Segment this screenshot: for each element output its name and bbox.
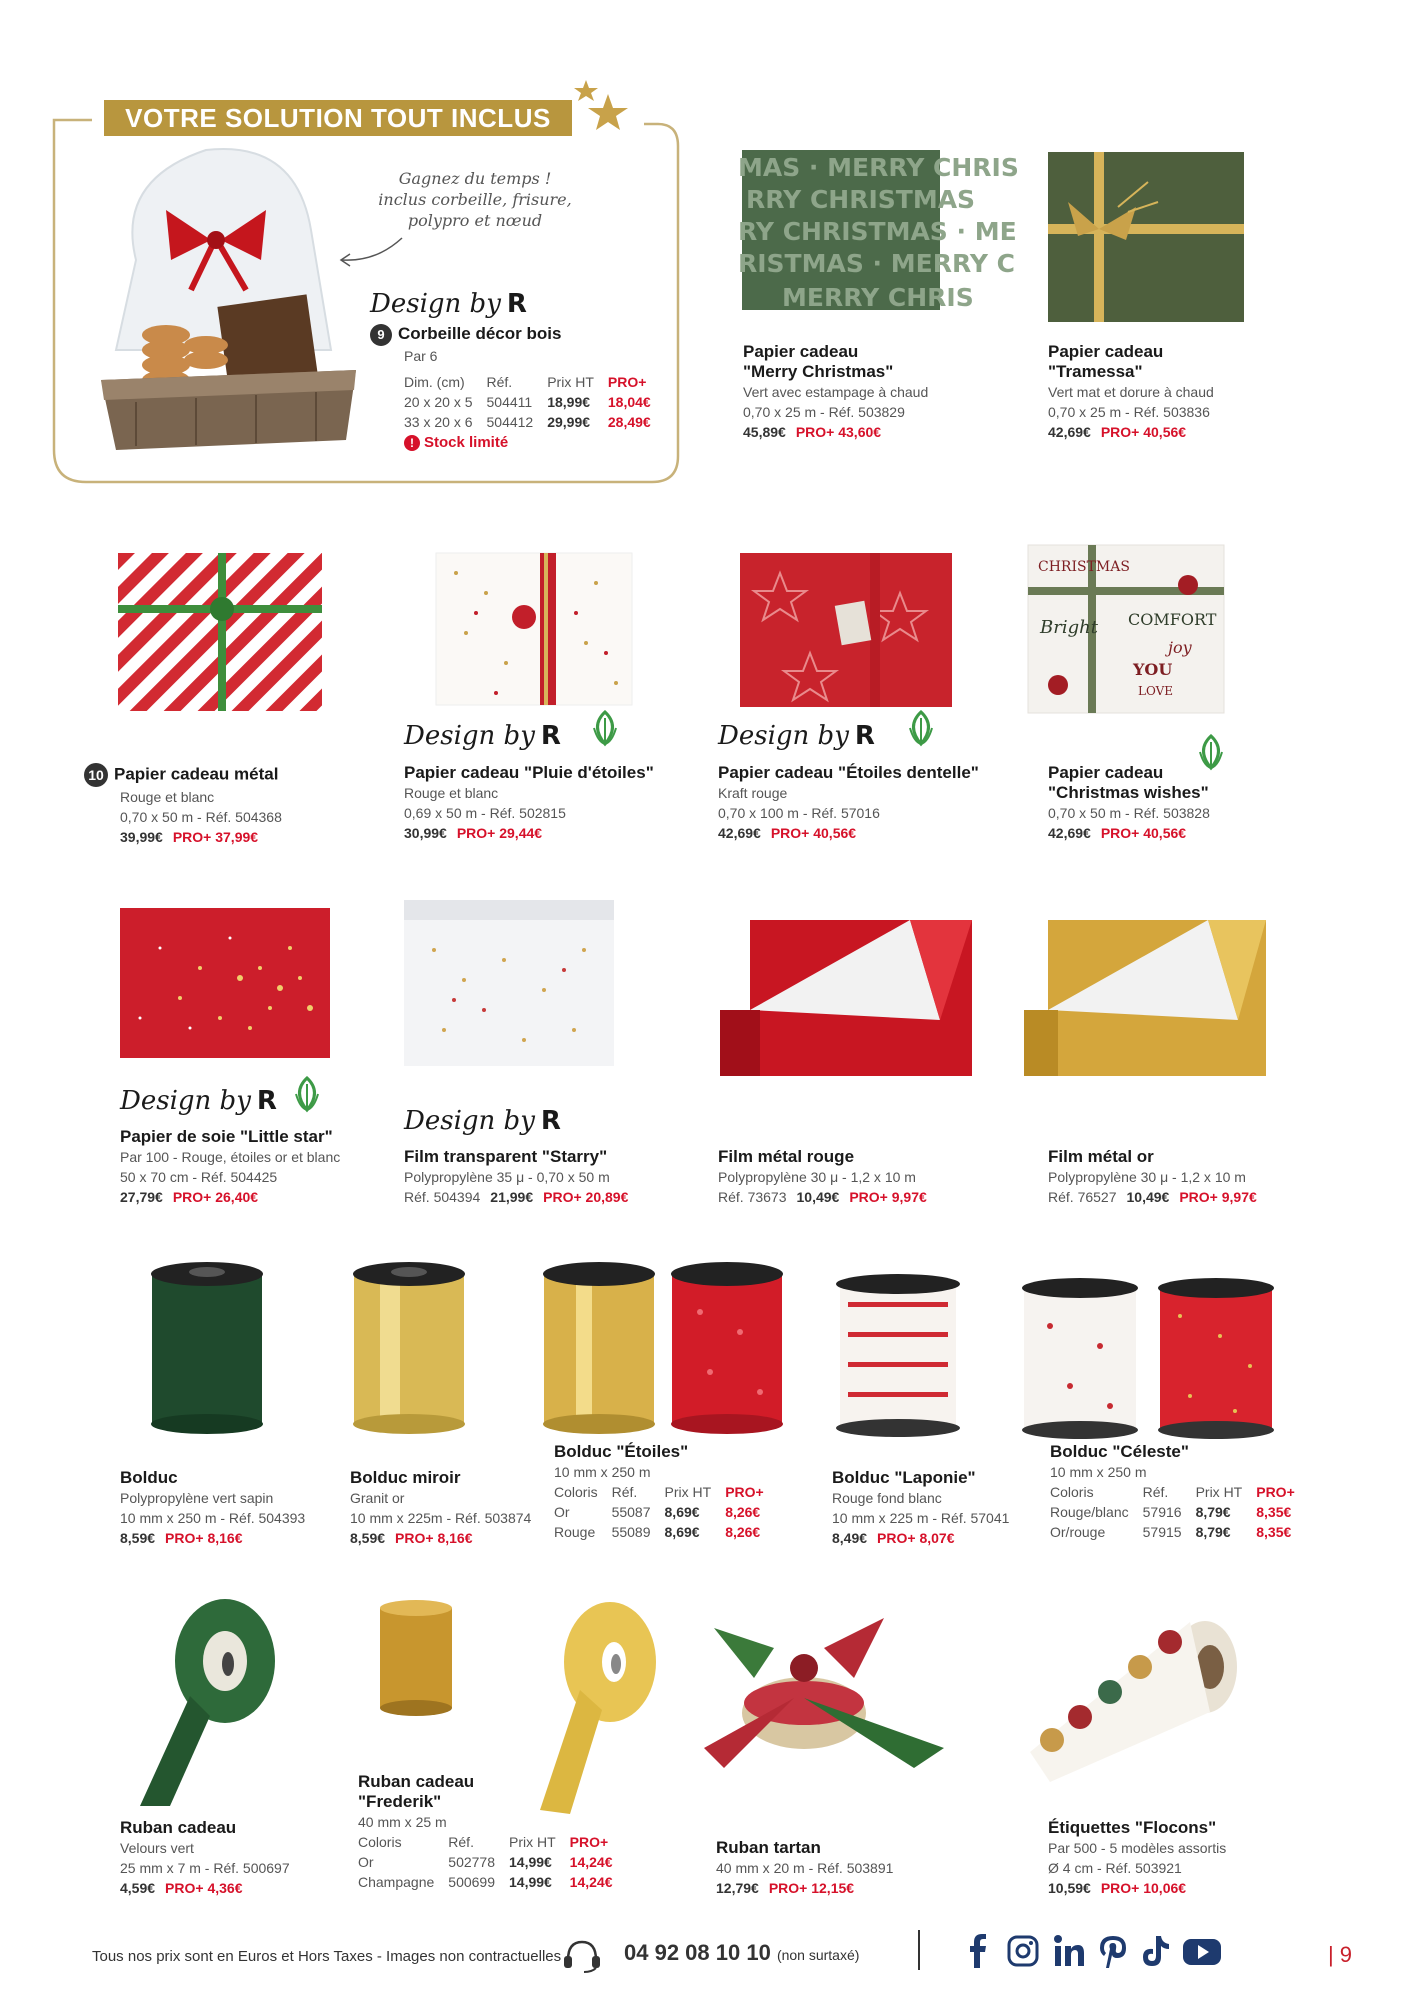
tiktok-icon[interactable]: [1140, 1934, 1170, 1968]
arrow-icon: [336, 232, 406, 272]
film-rouge-image: [720, 900, 970, 1076]
basket-note-line: inclus corbeille, frisure,: [378, 190, 572, 209]
product-pluie-etoiles: Papier cadeau "Pluie d'étoiles" Rouge et blanc 0,69 x 50 m - Réf. 502815 30,99€ PRO+ 29,44€: [404, 763, 654, 841]
eco-leaf-icon: [588, 708, 622, 748]
product-starry: Film transparent "Starry" Polypropylène 35 μ - 0,70 x 50 m Réf. 504394 21,99€ PRO+ 20,89€: [404, 1147, 629, 1205]
film-or-image: [1024, 900, 1266, 1076]
product-bolduc-miroir: Bolduc miroir Granit or 10 mm x 225m - Réf. 503874 8,59€ PRO+ 8,16€: [350, 1468, 532, 1546]
soie-little-star-image: [120, 908, 330, 1058]
bolduc-laponie-image: [834, 1272, 962, 1438]
etoiles-dentelle-image: [740, 553, 952, 707]
solution-banner-label: VOTRE SOLUTION TOUT INCLUS: [125, 103, 551, 133]
product-ruban-tartan: Ruban tartan 40 mm x 20 m - Réf. 503891 12,79€ PRO+ 12,15€: [716, 1838, 894, 1896]
product-number: 9: [370, 324, 392, 346]
svg-text:MERRY CHRIS: MERRY CHRIS: [782, 283, 974, 312]
price-table: Dim. (cm) Réf. Prix HT PRO+ 20 x 20 x 5 504411 18,99€ 18,04€ 33 x 20 x 6 504412 29,99€ 28,49€: [404, 374, 651, 430]
ruban-vert-image: [130, 1596, 280, 1816]
stock-limited: ! Stock limité: [404, 432, 670, 454]
product-number: 10: [84, 763, 108, 787]
basket-note-line: Gagnez du temps !: [398, 169, 552, 188]
footer-disclaimer: Tous nos prix sont en Euros et Hors Taxes - Images non contractuelles: [92, 1948, 562, 1965]
christmas-wishes-image: [1028, 545, 1224, 713]
headset-icon: [562, 1938, 602, 1974]
eco-leaf-icon: [904, 708, 938, 748]
product-bolduc-laponie: Bolduc "Laponie" Rouge fond blanc 10 mm x 225 m - Réf. 57041 8,49€ PRO+ 8,07€: [832, 1468, 1010, 1546]
product-title: Corbeille décor bois: [398, 324, 562, 343]
page-number: | 9: [1328, 1942, 1352, 1967]
youtube-icon[interactable]: [1182, 1934, 1222, 1968]
pinterest-icon[interactable]: [1098, 1934, 1128, 1968]
basket-note: [370, 168, 580, 231]
design-by-logo: Design by R: [370, 289, 527, 319]
merry-christmas-image: [738, 150, 1019, 312]
product-bolduc-celeste: Bolduc "Céleste" 10 mm x 250 m Coloris Réf. Prix HT PRO+ Rouge/blanc 57916 8,79€ 8,35€ Or/rouge 57915 8,79€ 8,35€: [1050, 1442, 1350, 1542]
bolduc-celeste-image: [1020, 1276, 1278, 1440]
basket-info: [370, 288, 670, 454]
product-film-or: Film métal or Polypropylène 30 μ - 1,2 x 10 m Réf. 76527 10,49€ PRO+ 9,97€: [1048, 1147, 1257, 1205]
price-table: Coloris Réf. Prix HT PRO+ Or 502778 14,99€ 14,24€ Champagne 500699 14,99€ 14,24€: [358, 1834, 613, 1890]
svg-text:LOVE: LOVE: [1138, 684, 1174, 698]
design-by-logo: Design by R: [120, 1086, 277, 1116]
pluie-etoiles-image: [436, 553, 632, 705]
price-table: Coloris Réf. Prix HT PRO+ Or 55087 8,69€ 8,26€ Rouge 55089 8,69€ 8,26€: [554, 1484, 764, 1540]
svg-text:RY CHRISTMAS · ME: RY CHRISTMAS · ME: [738, 217, 1017, 246]
product-christmas-wishes: Papier cadeau "Christmas wishes" 0,70 x 50 m - Réf. 503828 42,69€ PRO+ 40,56€: [1048, 763, 1210, 841]
design-by-logo: Design by R: [718, 721, 875, 751]
social-icons: [962, 1934, 1222, 1968]
phone-number[interactable]: 04 92 08 10 10: [624, 1940, 771, 1965]
bolduc-etoiles-image: [540, 1262, 786, 1434]
eco-leaf-icon: [290, 1074, 324, 1114]
product-tramessa: Papier cadeau "Tramessa" Vert mat et dorure à chaud 0,70 x 25 m - Réf. 503836 42,69€ PRO+ 40,56€: [1048, 342, 1214, 440]
bolduc-vert-image: [148, 1262, 266, 1432]
product-film-rouge: Film métal rouge Polypropylène 30 μ - 1,2 x 10 m Réf. 73673 10,49€ PRO+ 9,97€: [718, 1147, 927, 1205]
phone-note: (non surtaxé): [776, 1947, 860, 1963]
design-by-logo: Design by R: [404, 721, 561, 751]
product-bolduc: Bolduc Polypropylène vert sapin 10 mm x 250 m - Réf. 504393 8,59€ PRO+ 8,16€: [120, 1468, 306, 1546]
bolduc-miroir-image: [350, 1262, 468, 1432]
svg-text:YOU: YOU: [1133, 660, 1173, 679]
product-ruban-frederik: Ruban cadeau "Frederik" 40 mm x 25 m Coloris Réf. Prix HT PRO+ Or 502778 14,99€ 14,24€ Champagne 500699 14,99€ 14,24€: [358, 1772, 658, 1892]
etiquettes-flocons-image: [1010, 1612, 1240, 1782]
product-merry-christmas: Papier cadeau "Merry Christmas" Vert avec estampage à chaud 0,70 x 25 m - Réf. 503829 45,89€ PRO+ 43,60€: [743, 342, 929, 440]
svg-text:joy: joy: [1168, 638, 1192, 657]
product-ruban-cadeau: Ruban cadeau Velours vert 25 mm x 7 m - Réf. 500697 4,59€ PRO+ 4,36€: [120, 1818, 290, 1896]
product-etiquettes-flocons: Étiquettes "Flocons" Par 500 - 5 modèles assortis Ø 4 cm - Réf. 503921 10,59€ PRO+ 10,06€: [1048, 1818, 1227, 1896]
svg-text:RISTMAS · MERRY C: RISTMAS · MERRY C: [738, 249, 1015, 278]
product-bolduc-etoiles: Bolduc "Étoiles" 10 mm x 250 m Coloris Réf. Prix HT PRO+ Or 55087 8,69€ 8,26€ Rouge 55089 8,69€ 8,26€: [554, 1442, 834, 1542]
product-soie-little-star: Papier de soie "Little star" Par 100 - Rouge, étoiles or et blanc 50 x 70 cm - Réf. 504425 27,79€ PRO+ 26,40€: [120, 1127, 341, 1205]
alert-icon: !: [404, 435, 420, 451]
stars-icon: [568, 78, 628, 138]
instagram-icon[interactable]: [1006, 1934, 1040, 1968]
svg-text:COMFORT: COMFORT: [1128, 610, 1217, 629]
svg-text:CHRISTMAS: CHRISTMAS: [1038, 559, 1130, 575]
design-by-logo: Design by R: [404, 1106, 561, 1136]
ruban-frederik-image: [374, 1598, 458, 1718]
product-etoiles-dentelle: Papier cadeau "Étoiles dentelle" Kraft rouge 0,70 x 100 m - Réf. 57016 42,69€ PRO+ 40,56€: [718, 763, 979, 841]
svg-text:RRY CHRISTMAS: RRY CHRISTMAS: [746, 185, 976, 214]
footer-divider: [918, 1930, 920, 1970]
product-metal: 10 Papier cadeau métal Rouge et blanc 0,70 x 50 m - Réf. 504368 39,99€ PRO+ 37,99€: [84, 763, 354, 847]
linkedin-icon[interactable]: [1052, 1934, 1086, 1968]
basket-image: [96, 140, 366, 460]
starry-film-image: [404, 900, 614, 1066]
ruban-tartan-image: [694, 1618, 954, 1778]
footer-phone[interactable]: [624, 1940, 859, 1966]
product-subtitle: Par 6: [404, 348, 438, 364]
solution-banner: [104, 100, 572, 136]
facebook-icon[interactable]: [962, 1934, 994, 1968]
metal-paper-image: [118, 553, 322, 711]
svg-text:MAS · MERRY CHRIS: MAS · MERRY CHRIS: [738, 153, 1019, 182]
svg-text:Bright: Bright: [1040, 617, 1098, 638]
price-table: Coloris Réf. Prix HT PRO+ Rouge/blanc 57916 8,79€ 8,35€ Or/rouge 57915 8,79€ 8,35€: [1050, 1484, 1295, 1540]
tramessa-image: [1048, 152, 1244, 322]
basket-note-line: polypro et nœud: [407, 211, 543, 230]
